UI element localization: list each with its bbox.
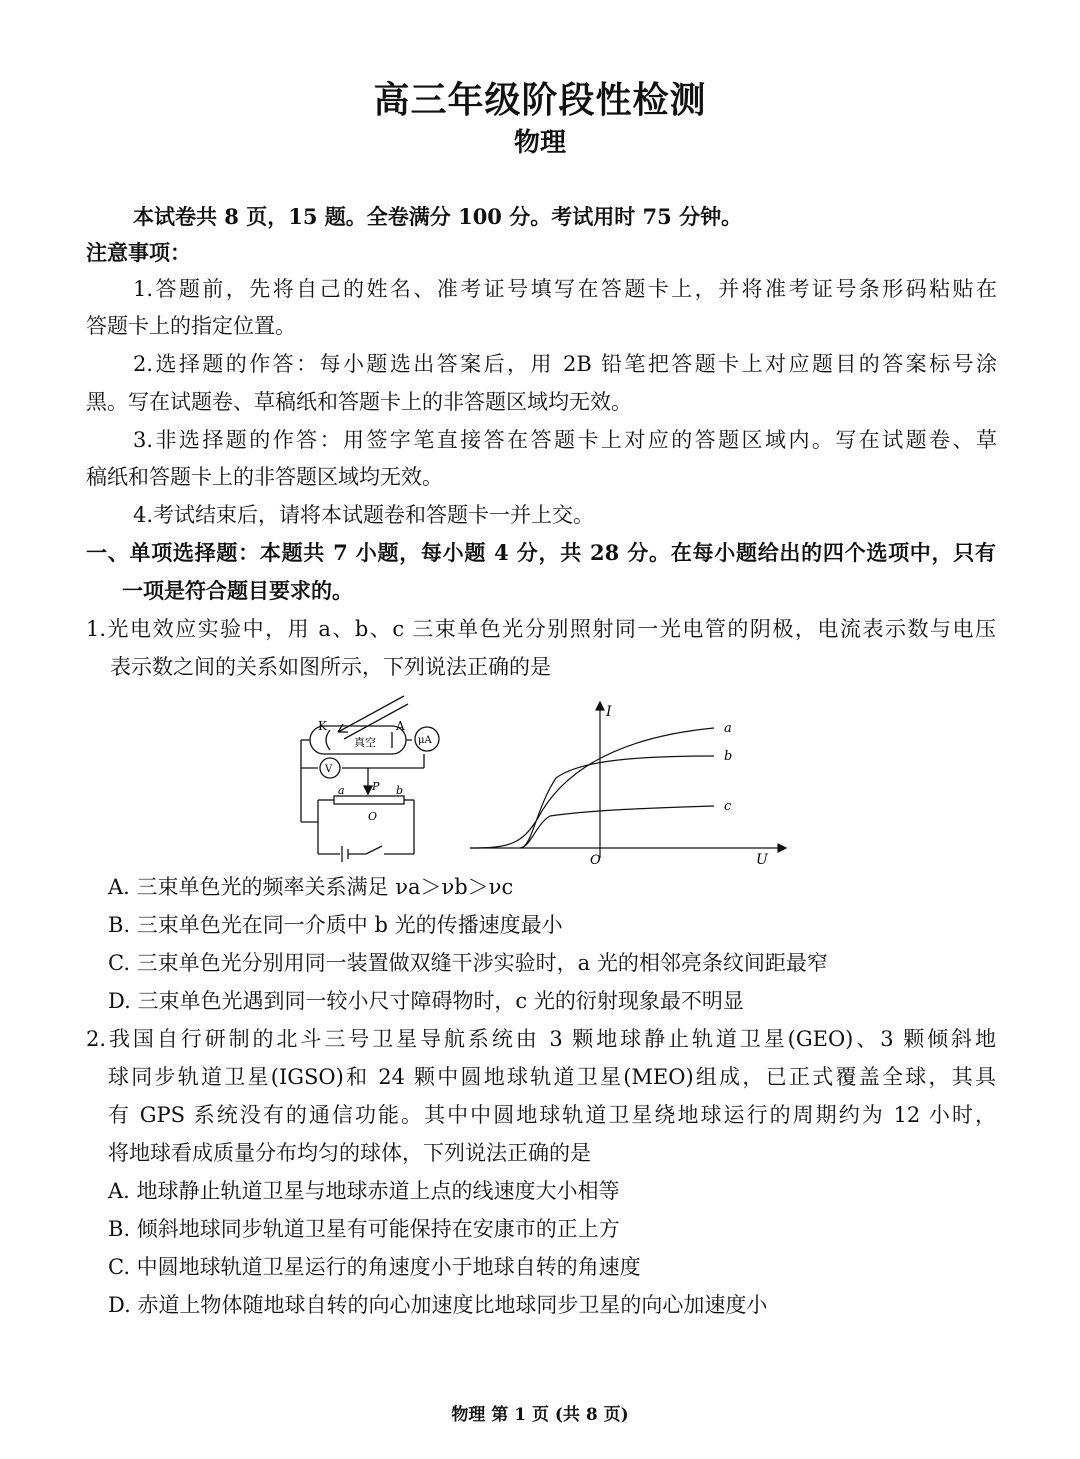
- voltmeter-label: V: [325, 764, 333, 775]
- exam-intro: 本试卷共 8 页，15 题。全卷满分 100 分。考试用时 75 分钟。: [133, 204, 743, 229]
- iu-graph: [460, 698, 790, 868]
- q2-stem: 将地球看成质量分布均匀的球体，下列说法正确的是: [108, 1141, 591, 1165]
- q2-stem: 2.我国自行研制的北斗三号卫星导航系统由 3 颗地球静止轨道卫星(GEO)、3 颗倾斜地: [86, 1027, 996, 1051]
- curve-a: [470, 728, 714, 848]
- cathode-label: K: [318, 719, 327, 733]
- exam-title: 高三年级阶段性检测: [373, 79, 707, 121]
- page-footer: 物理 第 1 页 (共 8 页): [451, 1405, 629, 1425]
- slider-label: P: [372, 780, 380, 793]
- microammeter-label: μA: [418, 735, 432, 746]
- x-axis-arrow: [778, 844, 786, 852]
- y-axis-label: I: [606, 704, 612, 720]
- q2-stem: 有 GPS 系统没有的通信功能。其中中圆地球轨道卫星绕地球运行的周期约为 12 小时，: [108, 1103, 996, 1127]
- curve-label-c: c: [724, 799, 732, 814]
- curve-c: [520, 806, 714, 848]
- y-axis-arrow: [596, 702, 604, 710]
- origin-label: O: [590, 853, 601, 868]
- q1-option-b: B. 三束单色光在同一介质中 b 光的传播速度最小: [108, 913, 563, 937]
- notes-title: 注意事项：: [86, 240, 191, 265]
- x-axis-label: U: [756, 852, 768, 868]
- subject-title: 物理: [513, 128, 566, 158]
- section-heading-cont: 一项是符合题目要求的。: [122, 578, 353, 603]
- note-line: 答题卡上的指定位置。: [86, 314, 296, 338]
- vacuum-label: 真空: [354, 736, 376, 749]
- note-line: 4.考试结束后，请将本试题卷和答题卡一并上交。: [133, 503, 595, 527]
- microammeter: [412, 724, 442, 754]
- q2-option-b: B. 倾斜地球同步轨道卫星有可能保持在安康市的正上方: [108, 1217, 620, 1241]
- q1-option-a: A. 三束单色光的频率关系满足 νa＞νb＞νc: [108, 875, 514, 899]
- section-heading: 一、单项选择题：本题共 7 小题，每小题 4 分，共 28 分。在每小题给出的四个选项中，只有: [86, 540, 996, 565]
- q2-option-c: C. 中圆地球轨道卫星运行的角速度小于地球自转的角速度: [108, 1255, 641, 1279]
- curve-label-a: a: [724, 721, 732, 736]
- midpoint-label: O: [368, 810, 378, 823]
- q1-option-c: C. 三束单色光分别用同一装置做双缝干涉实验时，a 光的相邻亮条纹间距最窄: [108, 951, 828, 975]
- note-line: 黑。写在试题卷、草稿纸和答题卡上的非答题区域均无效。: [86, 390, 632, 414]
- q2-option-d: D. 赤道上物体随地球自转的向心加速度比地球同步卫星的向心加速度小: [108, 1293, 768, 1317]
- note-line: 1.答题前，先将自己的姓名、准考证号填写在答题卡上，并将准考证号条形码粘贴在: [133, 277, 997, 301]
- note-line: 2.选择题的作答：每小题选出答案后，用 2B 铅笔把答题卡上对应题目的答案标号涂: [133, 352, 997, 376]
- q2-stem: 球同步轨道卫星(IGSO)和 24 颗中圆地球轨道卫星(MEO)组成，已正式覆盖全球，其具: [108, 1065, 996, 1089]
- rheostat-end-a: a: [338, 784, 345, 797]
- curve-b: [520, 756, 714, 848]
- note-line: 稿纸和答题卡上的非答题区域均无效。: [86, 465, 443, 489]
- q1-option-d: D. 三束单色光遇到同一较小尺寸障碍物时，c 光的衍射现象最不明显: [108, 989, 744, 1013]
- q2-option-a: A. 地球静止轨道卫星与地球赤道上点的线速度大小相等: [108, 1179, 620, 1203]
- q1-stem: 表示数之间的关系如图所示，下列说法正确的是: [110, 655, 551, 679]
- circuit-diagram: [296, 694, 431, 864]
- curve-label-b: b: [724, 749, 733, 764]
- note-line: 3.非选择题的作答：用签字笔直接答在答题卡上对应的答题区域内。写在试题卷、草: [133, 428, 997, 452]
- anode-label: A: [396, 719, 405, 733]
- q1-stem: 1.光电效应实验中，用 a、b、c 三束单色光分别照射同一光电管的阴极，电流表示数与电压: [86, 617, 996, 641]
- rheostat-end-b: b: [396, 784, 404, 797]
